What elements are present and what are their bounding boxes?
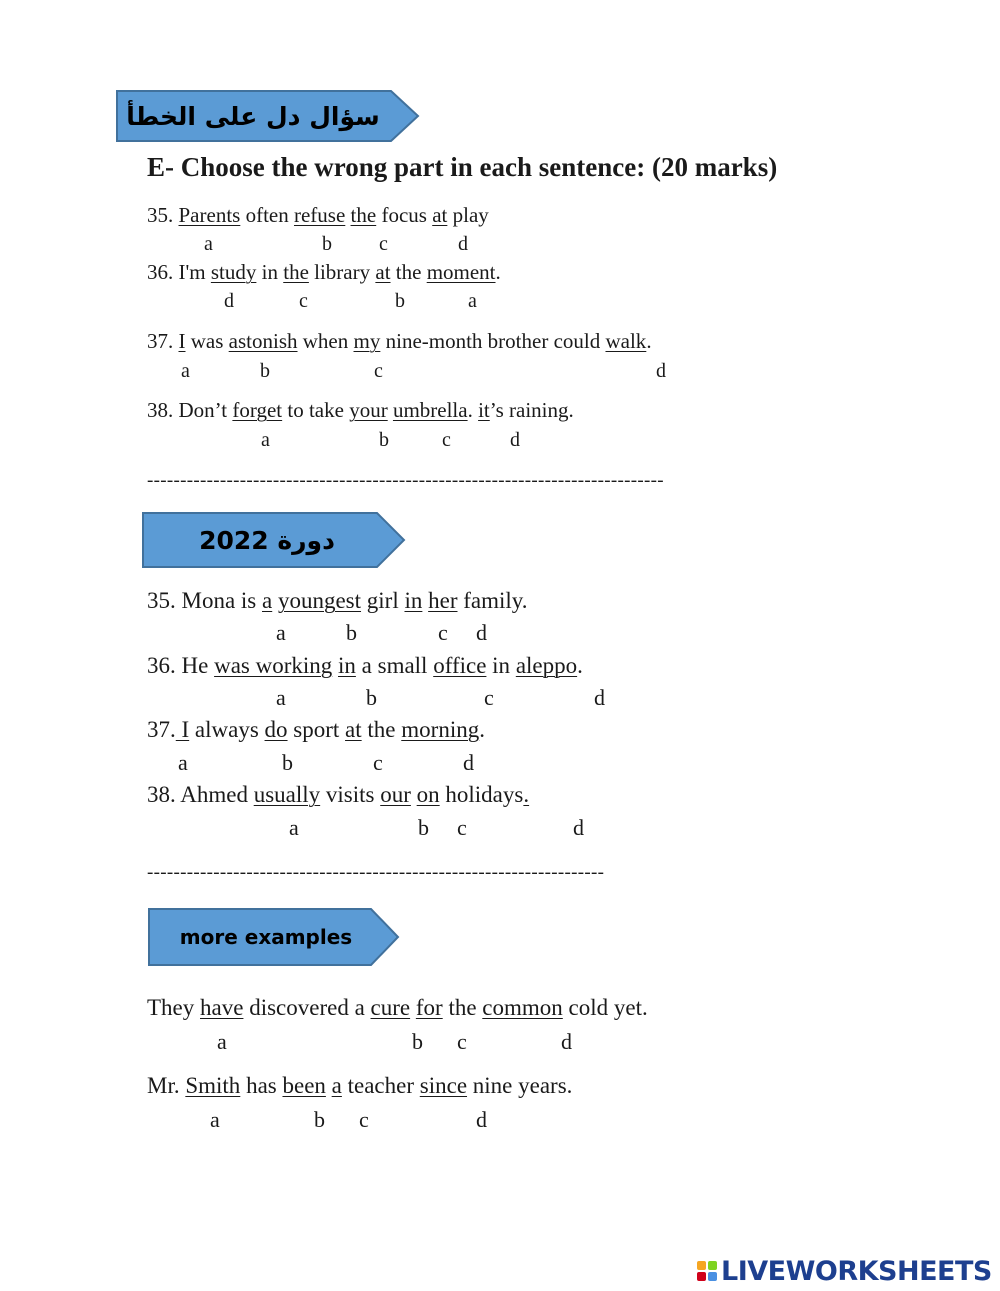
- part-b[interactable]: our: [380, 782, 411, 807]
- example-sentence-2: Mr. Smith has been a teacher since nine years.: [147, 1073, 573, 1098]
- part-d[interactable]: common: [482, 995, 563, 1020]
- part-b[interactable]: your: [349, 398, 388, 422]
- sentence-38: 38. Ahmed usually visits our on holidays.: [147, 782, 530, 807]
- part-a[interactable]: a: [262, 588, 273, 613]
- part-c[interactable]: at: [345, 717, 362, 742]
- part-c[interactable]: in: [404, 588, 423, 613]
- label: c: [359, 1107, 369, 1132]
- part-d[interactable]: .: [523, 782, 530, 807]
- part-c[interactable]: the: [350, 203, 377, 227]
- banner-label: more examples: [179, 925, 353, 949]
- label: c: [299, 290, 308, 312]
- label: a: [468, 290, 477, 312]
- part-d[interactable]: it: [478, 398, 490, 422]
- year-banner: [141, 511, 407, 569]
- label: b: [346, 620, 357, 645]
- part-c[interactable]: office: [433, 653, 487, 678]
- part-b[interactable]: cure: [370, 995, 411, 1020]
- sentence-35: 35. Parents often refuse the focus at play: [147, 203, 489, 227]
- part-a[interactable]: usually: [253, 782, 321, 807]
- page-heading: E- Choose the wrong part in each sentence: (20 marks): [147, 152, 778, 182]
- label: b: [282, 750, 293, 775]
- part-b[interactable]: in: [338, 653, 356, 678]
- label: b: [260, 360, 270, 382]
- label: b: [366, 685, 377, 710]
- part-b[interactable]: at: [375, 260, 391, 284]
- sentence-38: 38. Don’t forget to take your umbrella. it’s raining.: [147, 398, 574, 422]
- label: d: [463, 750, 474, 775]
- label: c: [373, 750, 383, 775]
- label: d: [476, 1107, 487, 1132]
- separator-line: ---------------------------------------------------------------------: [147, 862, 605, 883]
- banner-label: دورة 2022: [199, 525, 335, 555]
- part-c[interactable]: umbrella: [392, 398, 468, 422]
- part-d[interactable]: morning: [401, 717, 480, 742]
- part-c[interactable]: for: [415, 995, 443, 1020]
- label: d: [561, 1029, 572, 1054]
- label: d: [510, 429, 520, 451]
- part-a[interactable]: I: [175, 717, 190, 742]
- label: b: [314, 1107, 325, 1132]
- label: d: [458, 233, 468, 255]
- part-a[interactable]: I: [178, 329, 186, 353]
- label: a: [276, 685, 286, 710]
- label: d: [573, 815, 584, 840]
- liveworksheets-logo: [697, 1254, 992, 1288]
- part-a[interactable]: was working: [214, 653, 333, 678]
- label: b: [395, 290, 405, 312]
- label: c: [457, 815, 467, 840]
- label: c: [457, 1029, 467, 1054]
- label: a: [181, 360, 190, 382]
- part-d[interactable]: since: [419, 1073, 468, 1098]
- label: b: [412, 1029, 423, 1054]
- part-c[interactable]: my: [353, 329, 381, 353]
- separator-line: ------------------------------------------------------------------------------: [147, 470, 664, 491]
- part-d[interactable]: walk: [605, 329, 647, 353]
- sentence-37: 37. I was astonish when my nine-month brother could walk.: [147, 329, 652, 353]
- part-d[interactable]: her: [428, 588, 458, 613]
- label: a: [210, 1107, 220, 1132]
- part-c[interactable]: the: [283, 260, 309, 284]
- part-c[interactable]: a: [331, 1073, 342, 1098]
- label: c: [379, 233, 388, 255]
- label: a: [178, 750, 188, 775]
- example-sentence-1: They have discovered a cure for the common cold yet.: [147, 995, 648, 1020]
- label: d: [224, 290, 234, 312]
- part-c[interactable]: on: [416, 782, 440, 807]
- label: c: [438, 620, 448, 645]
- logo-blocks-icon: [697, 1261, 717, 1281]
- part-d[interactable]: aleppo: [515, 653, 578, 678]
- part-d[interactable]: at: [432, 203, 448, 227]
- part-b[interactable]: refuse: [293, 203, 346, 227]
- label: a: [261, 429, 270, 451]
- label: c: [484, 685, 494, 710]
- more-examples-banner: [147, 907, 401, 967]
- part-a[interactable]: moment: [426, 260, 496, 284]
- label: b: [322, 233, 332, 255]
- label: a: [289, 815, 299, 840]
- part-b[interactable]: astonish: [228, 329, 298, 353]
- label: c: [374, 360, 383, 382]
- sentence-36: 36. He was working in a small office in aleppo.: [147, 653, 583, 678]
- label: c: [442, 429, 451, 451]
- part-b[interactable]: youngest: [277, 588, 362, 613]
- sentence-35: 35. Mona is a youngest girl in her family.: [147, 588, 528, 613]
- label: b: [418, 815, 429, 840]
- part-a[interactable]: forget: [232, 398, 283, 422]
- banner-label: سؤال دل على الخطأ: [126, 101, 380, 131]
- sentence-36: 36. I'm study in the library at the moment.: [147, 260, 501, 284]
- label: b: [379, 429, 389, 451]
- label: a: [217, 1029, 227, 1054]
- arabic-title-banner: [115, 89, 421, 143]
- label: d: [476, 620, 487, 645]
- label: d: [656, 360, 666, 382]
- part-a[interactable]: have: [200, 995, 244, 1020]
- label: a: [276, 620, 286, 645]
- part-a[interactable]: Smith: [185, 1073, 241, 1098]
- part-a[interactable]: Parents: [178, 203, 241, 227]
- label: a: [204, 233, 213, 255]
- part-b[interactable]: do: [264, 717, 288, 742]
- sentence-37: 37. I always do sport at the morning.: [147, 717, 485, 742]
- part-b[interactable]: been: [282, 1073, 326, 1098]
- logo-text: LIVEWORKSHEETS: [721, 1255, 992, 1287]
- part-d[interactable]: study: [210, 260, 257, 284]
- label: d: [594, 685, 605, 710]
